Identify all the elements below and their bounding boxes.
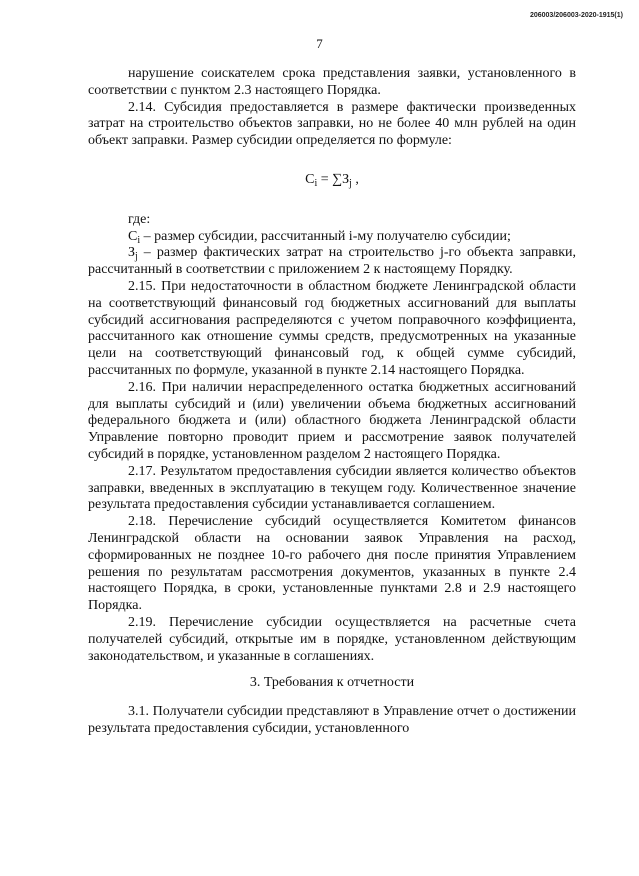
paragraph-2-17: 2.17. Результатом предоставления субсидии является количество объектов заправки, введенных в эксплуатацию в текущем году. Количественное значение результата предоставления субсидии устанавливается соглашением.: [88, 463, 576, 513]
formula-lhs: C: [305, 171, 315, 187]
document-id: 206003/206003-2020-1915(1): [529, 12, 623, 19]
definition-ci-symbol: C: [128, 228, 138, 244]
paragraph-2-16: 2.16. При наличии нераспределенного остатка бюджетных ассигнований для выплаты субсидий и (или) увеличении объема бюджетных ассигнований федерального бюджета и (или) областного бюджета Ленинградской области Управление повторно проводит прием и рассмотрение заявок получателей субсидий в порядке, установленном разделом 2 настоящего Порядка.: [88, 379, 576, 462]
formula-lhs-subscript: i: [314, 177, 318, 189]
definition-zj: [88, 245, 576, 279]
definition-ci: [88, 229, 576, 246]
formula-rhs-subscript: j: [349, 177, 352, 189]
formula-end: ,: [351, 171, 359, 187]
paragraph-3-1: 3.1. Получатели субсидии представляют в Управление отчет о достижении результата предоставления субсидии, установленного: [88, 704, 576, 736]
definition-zj-text: – размер фактических затрат на строительство j-го объекта заправки, рассчитанный в соответствии с приложением 2 к настоящему Порядку.: [88, 245, 576, 278]
definition-ci-subscript: i: [137, 234, 141, 246]
document-body: [88, 66, 576, 738]
paragraph-2-14: 2.14. Субсидия предоставляется в размере фактически произведенных затрат на строительство объектов заправки, но не более 40 млн рублей на один объект заправки. Размер субсидии определяется по формуле:: [88, 99, 576, 149]
page-number: 7: [316, 36, 323, 51]
definition-zj-symbol: З: [128, 245, 136, 261]
paragraph-2-15: 2.15. При недостаточности в областном бюджете Ленинградской области на соответствующий финансовый год бюджетных ассигнований для выплаты субсидий ассигнования распределяются с учетом поправочного коэффициента, рассчитанного как отношение суммы средств, предусмотренных на указанные цели на соответствующий финансовый год, к общей сумме субсидий, рассчитанных по формуле, указанной в пункте 2.14 настоящего Порядка.: [88, 278, 576, 378]
paragraph-2-19: 2.19. Перечисление субсидии осуществляется на расчетные счета получателей субсидий, открытые им в порядке, установленном действующим законодательством, и указанные в соглашениях.: [88, 614, 576, 664]
section-3-title: 3. Требования к отчетности: [249, 675, 415, 691]
definition-zj-subscript: j: [135, 251, 138, 263]
where-label: где:: [128, 211, 151, 227]
definition-ci-text: – размер субсидии, рассчитанный i-му получателю субсидии;: [140, 228, 511, 244]
paragraph-intro: нарушение соискателем срока представления заявки, установленного в соответствии с пунктом 2.3 настоящего Порядка.: [88, 66, 576, 98]
formula: [88, 172, 576, 189]
paragraph-2-18: 2.18. Перечисление субсидий осуществляется Комитетом финансов Ленинградской области на основании заявок Управления на расход, сформированных не позднее 10-го рабочего дня после принятия Управлением решения по результатам рассмотрения документов, указанных в пункте 2.4 настоящего Порядка, в сроки, установленные пунктами 2.8 и 2.9 настоящего Порядка.: [88, 514, 576, 614]
formula-sum: = ∑З: [317, 171, 350, 187]
